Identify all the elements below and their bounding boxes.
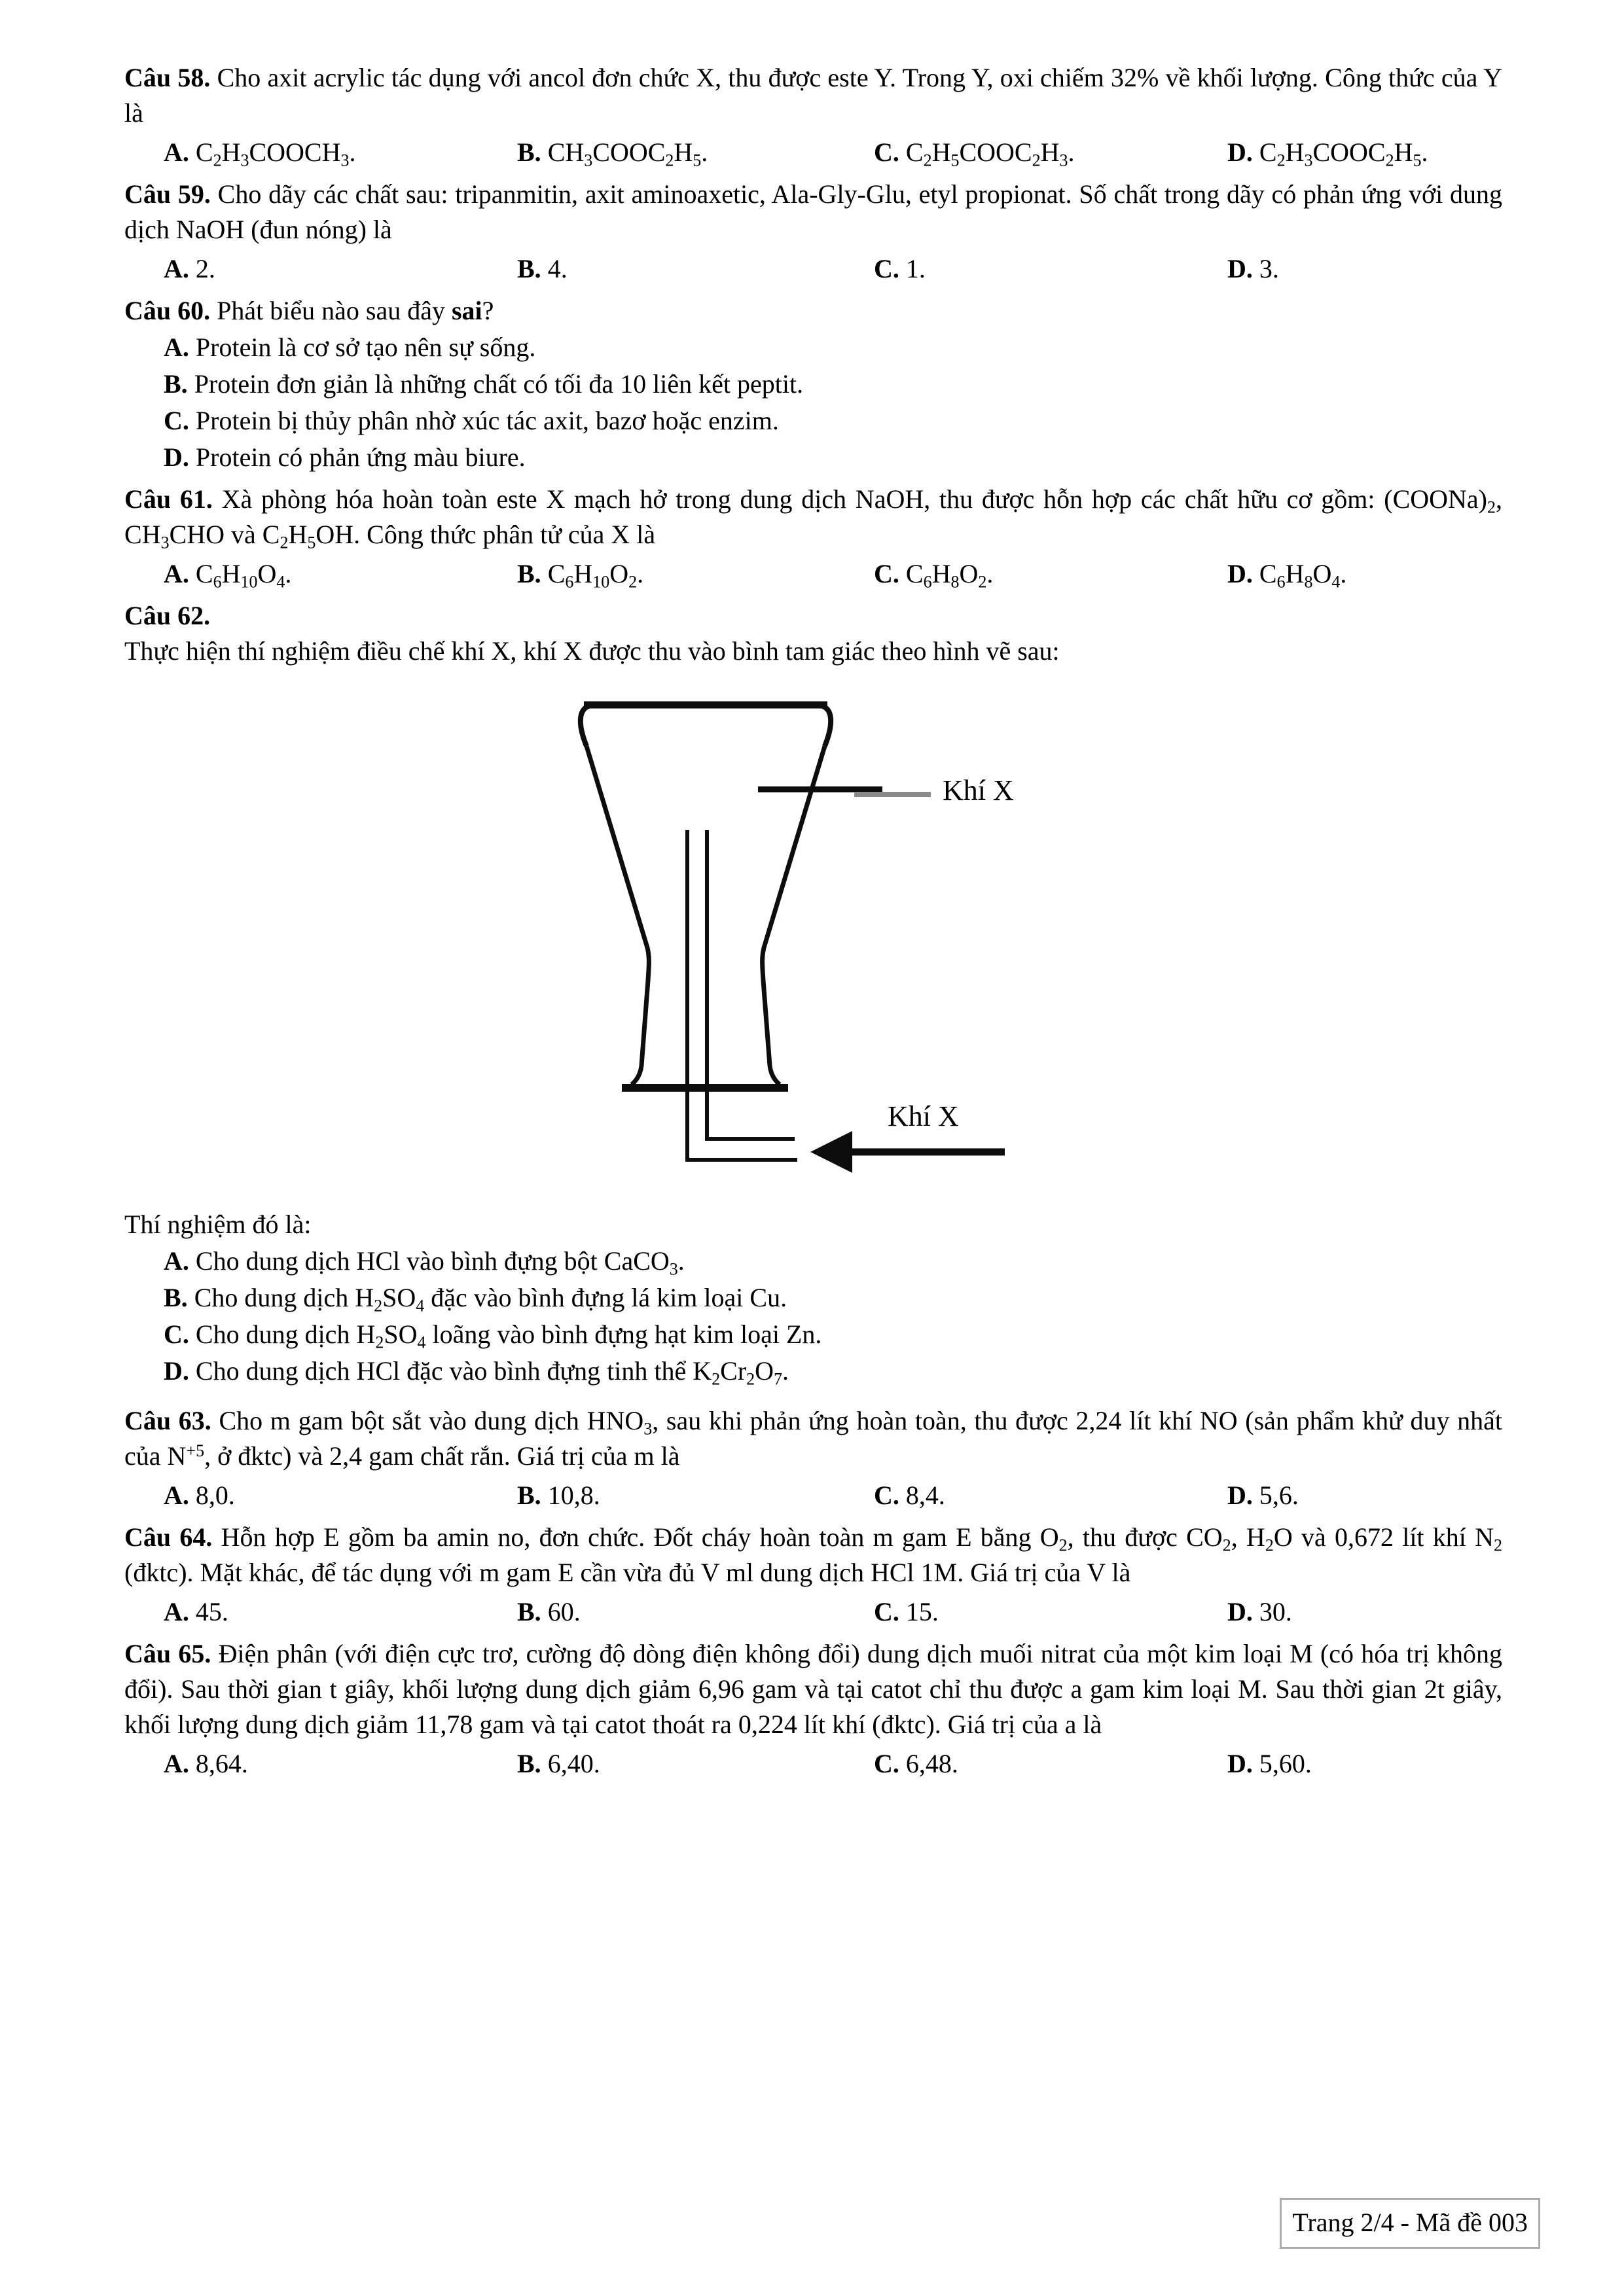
question-58 xyxy=(124,60,1502,170)
question-number: Câu 62. xyxy=(124,601,211,630)
question-number: Câu 59. xyxy=(124,179,211,209)
option-c: C. 8,4. xyxy=(874,1480,945,1510)
question-number: Câu 63. xyxy=(124,1406,211,1435)
question-64 xyxy=(124,1520,1502,1630)
question-body: Điện phân (với điện cực trơ, cường độ dòng điện không đổi) dung dịch muối nitrat của một kim loại M (có hóa trị không đổi). Sau thời gian t giây, khối lượng dung dịch giảm 6,96 gam và tại catot chỉ thu được a gam kim loại M. Sau thời gian 2t giây, khối lượng dung dịch giảm 11,78 gam và tại catot thoát ra 0,224 lít khí (đktc). Giá trị của a là xyxy=(124,1639,1502,1739)
option-a: A. 8,0. xyxy=(164,1480,235,1510)
question-body: Hỗn hợp E gồm ba amin no, đơn chức. Đốt cháy hoàn toàn m gam E bằng $O_2$, thu được $CO_2$, $H_2O$ và 0,672 lít khí $N_2$ (đktc). Mặt khác, để tác dụng với m gam E cần vừa đủ V ml dung dịch HCl 1M. Giá trị của V là xyxy=(124,1522,1503,1587)
option-d: D. 30. xyxy=(1227,1597,1292,1626)
options-row xyxy=(164,1478,1502,1513)
question-number: Câu 61. xyxy=(124,484,213,514)
option-b: B. Cho dung dịch $H_2SO_4$ đặc vào bình đựng lá kim loại Cu. xyxy=(164,1283,787,1316)
option-c: C. Protein bị thủy phân nhờ xúc tác axit, bazơ hoặc enzim. xyxy=(164,406,779,435)
question-number: Câu 64. xyxy=(124,1522,213,1552)
option-a: A. Protein là cơ sở tạo nên sự sống. xyxy=(164,332,536,362)
option-d: D. $C_6H_8O_4$. xyxy=(1227,559,1347,592)
option-d: D. 5,6. xyxy=(1227,1480,1299,1510)
question-number: Câu 60. xyxy=(124,296,211,325)
option-a: A. 2. xyxy=(164,254,215,283)
question-body: Cho m gam bột sắt vào dung dịch $HNO_3$, sau khi phản ứng hoàn toàn, thu được 2,24 lít khí NO (sản phẩm khử duy nhất của $N^{+5}$, ở đktc) và 2,4 gam chất rắn. Giá trị của m là xyxy=(124,1406,1502,1471)
question-text xyxy=(124,1636,1502,1742)
question-63 xyxy=(124,1403,1502,1513)
option-d: D. Protein có phản ứng màu biure. xyxy=(164,442,526,472)
options-row xyxy=(164,556,1502,592)
question-text xyxy=(124,177,1502,247)
question-number: Câu 65. xyxy=(124,1639,211,1668)
option-a: A. 45. xyxy=(164,1597,228,1626)
question-number: Câu 58. xyxy=(124,63,211,92)
option-d: D. 5,60. xyxy=(1227,1749,1312,1778)
question-number-line xyxy=(124,598,1502,634)
option-d: D. Cho dung dịch HCl đặc vào bình đựng tinh thể $K_2Cr_2O_7$. xyxy=(164,1356,789,1389)
gas-label-top: Khí X xyxy=(943,774,1014,806)
page-footer: Trang 2/4 - Mã đề 003 xyxy=(1280,2198,1540,2249)
question-59 xyxy=(124,177,1502,287)
options-row xyxy=(164,251,1502,287)
question-body: Cho axit acrylic tác dụng với ancol đơn chức X, thu được este Y. Trong Y, oxi chiếm 32% về khối lượng. Công thức của Y là xyxy=(124,63,1502,128)
option-b: B. $CH_3COOC_2H_5$. xyxy=(517,137,708,170)
options-list xyxy=(124,330,1502,475)
option-c: C. $C_2H_5COOC_2H_3$. xyxy=(874,137,1075,170)
option-d: D. $C_2H_3COOC_2H_5$. xyxy=(1227,137,1428,170)
option-b: B. Protein đơn giản là những chất có tối đa 10 liên kết peptit. xyxy=(164,369,804,399)
question-body: Xà phòng hóa hoàn toàn este X mạch hở trong dung dịch NaOH, thu được hỗn hợp các chất hữu cơ gồm: $(COONa)_2$, $CH_3CHO$ và $C_2H_5OH$. Công thức phân tử của X là xyxy=(124,484,1502,552)
delivery-tube xyxy=(687,830,797,1160)
question-intro: Thực hiện thí nghiệm điều chế khí X, khí X được thu vào bình tam giác theo hình vẽ sau: xyxy=(124,636,1060,666)
option-c: C. 1. xyxy=(874,254,926,283)
option-b: B. 4. xyxy=(517,254,568,283)
options-row xyxy=(164,1746,1502,1782)
option-c: C. 6,48. xyxy=(874,1749,958,1778)
option-c: C. 15. xyxy=(874,1597,939,1626)
question-body: Cho dãy các chất sau: tripanmitin, axit aminoaxetic, Ala-Gly-Glu, etyl propionat. Số chất trong dãy có phản ứng với dung dịch NaOH (đun nóng) là xyxy=(124,179,1503,244)
option-a: A. $C_2H_3COOCH_3$. xyxy=(164,137,356,170)
option-a: A. $C_6H_{10}O_4$. xyxy=(164,559,292,592)
option-b: B. 60. xyxy=(517,1597,581,1626)
options-list xyxy=(124,1244,1502,1389)
question-text xyxy=(124,482,1502,552)
question-text xyxy=(124,1520,1502,1590)
option-c: C. $C_6H_8O_2$. xyxy=(874,559,994,592)
question-62 xyxy=(124,598,1502,1389)
options-row xyxy=(164,135,1502,170)
question-prompt: Thí nghiệm đó là: xyxy=(124,1210,312,1239)
option-b: B. 6,40. xyxy=(517,1749,600,1778)
erlenmeyer-flask-figure xyxy=(524,683,1113,1189)
question-65 xyxy=(124,1636,1502,1782)
option-a: A. Cho dung dịch HCl vào bình đựng bột CaCO$_3$. xyxy=(164,1246,685,1279)
question-text xyxy=(124,293,1502,329)
question-text xyxy=(124,60,1502,131)
question-60 xyxy=(124,293,1502,475)
option-d: D. 3. xyxy=(1227,254,1279,283)
question-61 xyxy=(124,482,1502,592)
option-b: B. $C_6H_{10}O_2$. xyxy=(517,559,644,592)
gas-pointer-line xyxy=(758,789,931,795)
question-body: Phát biểu nào sau đây sai? xyxy=(217,296,494,325)
question-text xyxy=(124,1403,1502,1474)
option-a: A. 8,64. xyxy=(164,1749,248,1778)
option-c: C. Cho dung dịch $H_2SO_4$ loãng vào bình đựng hạt kim loại Zn. xyxy=(164,1319,822,1352)
gas-label-bottom: Khí X xyxy=(888,1100,959,1132)
options-row xyxy=(164,1594,1502,1630)
gas-arrow xyxy=(810,1131,1005,1173)
option-b: B. 10,8. xyxy=(517,1480,600,1510)
